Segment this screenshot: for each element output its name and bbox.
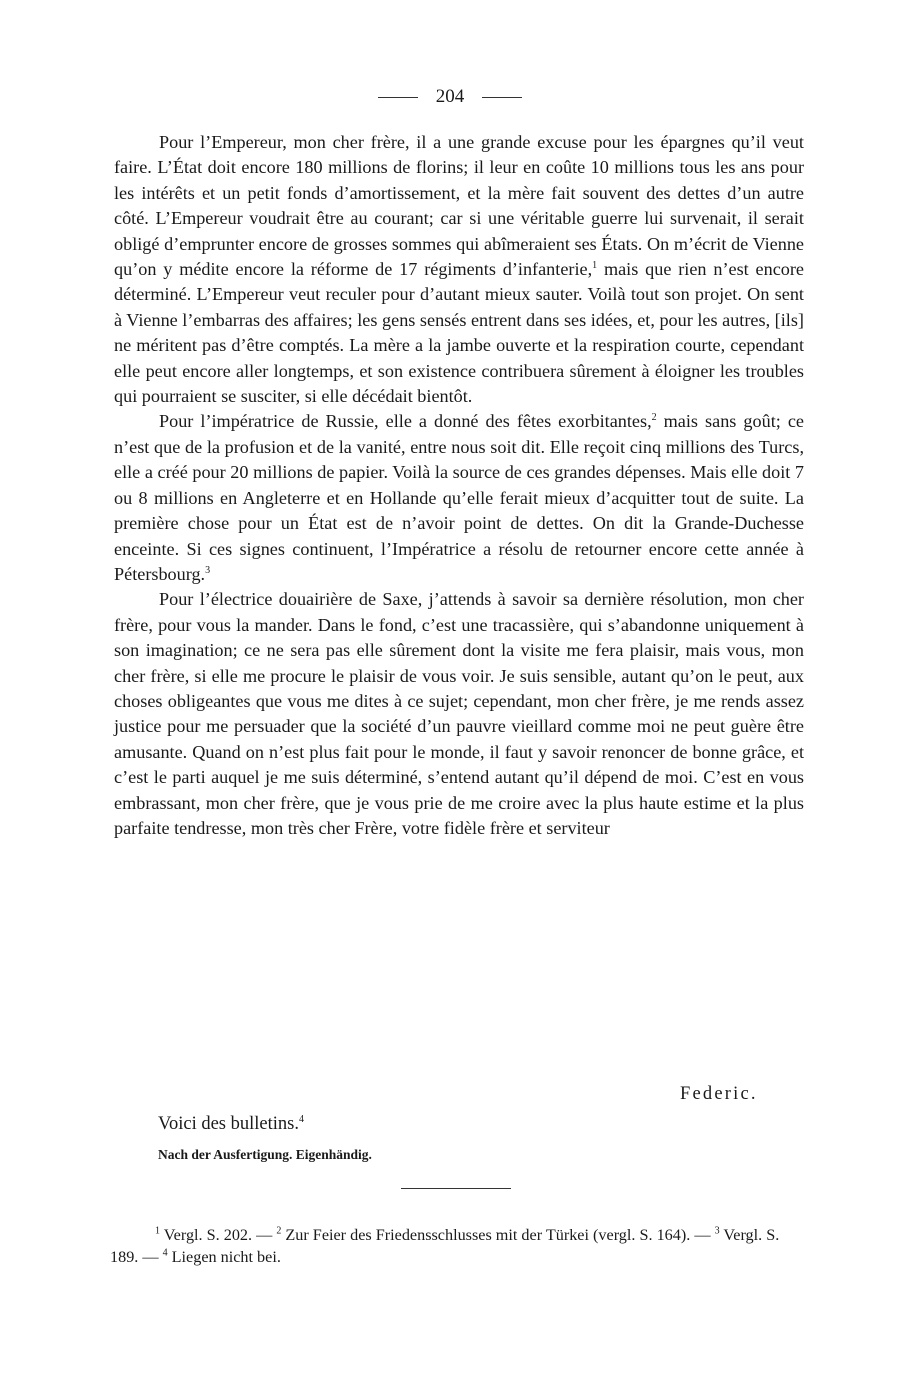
footnotes xyxy=(110,1224,804,1268)
footnote-marker: 3 xyxy=(205,564,211,576)
header-rule-left xyxy=(378,97,418,98)
postscript xyxy=(158,1114,304,1135)
signature: Federic. xyxy=(680,1084,758,1104)
page-number: 204 xyxy=(435,86,465,107)
footnote-text: Vergl. S. 202. — xyxy=(163,1226,273,1244)
paragraph xyxy=(114,587,804,841)
footnote-number: 3 xyxy=(714,1225,720,1237)
paragraph-text: mais sans goût; ce n’est que de la profusion et de la vanité, entre nous soit dit. Elle reçoit cinq millions des Turcs, elle a créé pour 20 millions de papier. Voilà la source de ces grandes dépenses. Mais elle doit 7 ou 8 millions en Angleterre et en Hollande qu’elle ferait mieux d’acquitter tout de suite. La première chose pour un État est de n’avoir point de dettes. On dit la Grande-Duchesse enceinte. Si ces signes continuent, l’Impératrice a résolu de retourner encore cette année à Pétersbourg. xyxy=(114,411,804,584)
footnote-marker: 2 xyxy=(651,412,657,424)
footnote-number: 1 xyxy=(155,1225,160,1237)
footnote-marker: 4 xyxy=(298,1113,304,1125)
paragraph-text: Pour l’électrice douairière de Saxe, j’attends à savoir sa dernière résolution, mon cher frère, pour vous la mander. Dans le fond, c’est une tracassière, qui s’abandonne uniquement à son imagination; ce ne sera pas elle sûrement dont la visite me fera plaisir, mais vous, mon cher frère, si elle me procure le plaisir de vous voir. Je suis sensible, autant qu’on le peut, aux choses obligeantes que vous me dites à ce sujet; cependant, mon cher frère, je me rends assez justice pour me persuader que la société d’un pauvre vieillard comme moi ne peut guère être amusante. Quand on n’est plus fait pour le monde, il faut y savoir renoncer de bonne grâce, et c’est le parti auquel je me suis déterminé, s’entend autant qu’il dépend de moi. C’est en vous embrassant, mon cher frère, que je vous prie de me croire avec la plus haute estime et la plus parfaite tendresse, mon très cher Frère, votre fidèle frère et serviteur xyxy=(114,589,804,838)
footnote-marker: 1 xyxy=(592,259,598,271)
paragraph-text: Pour l’impératrice de Russie, elle a donné des fêtes exorbitantes, xyxy=(159,411,652,432)
paragraph-text: mais que rien n’est encore déterminé. L’Empereur veut reculer pour d’autant mieux sauter. Voilà tout son projet. On sent à Vienne l’embarras des affaires; les gens sensés entrent dans ses idées, et, pour les autres, [ils] ne méritent pas d’être comptés. La mère a la jambe ouverte et la respiration courte, cependant elle peut encore aller longtemps, et son existence contribuera sûrement à éloigner les troubles qui pourraient se susciter, si elle décédait bientôt. xyxy=(114,259,805,407)
letter-body xyxy=(114,130,804,841)
footnote-divider xyxy=(401,1188,511,1189)
footnote-number: 2 xyxy=(276,1225,282,1237)
source-note: Nach der Ausfertigung. Eigenhändig. xyxy=(158,1147,372,1162)
postscript-text: Voici des bulletins. xyxy=(158,1114,299,1134)
footnote-text: Zur Feier des Friedensschlusses mit der Türkei (vergl. S. 164). — xyxy=(285,1226,711,1244)
footnote-number: 4 xyxy=(162,1247,168,1259)
page-header xyxy=(0,86,900,108)
footnote-text: Liegen nicht bei. xyxy=(171,1248,281,1266)
footnote-block xyxy=(110,1224,804,1268)
header-rule-right xyxy=(482,97,522,98)
footnote-text: Vergl. S. 189. — xyxy=(110,1226,780,1266)
paragraph xyxy=(114,409,804,587)
paragraph-text: Pour l’Empereur, mon cher frère, il a une grande excuse pour les épargnes qu’il veut faire. L’État doit encore 180 millions de florins; il leur en coûte 10 millions tous les ans pour les intérêts et un petit fonds d’amortissement, et la mère fait souvent des dettes d’un autre côté. L’Empereur voudrait être au courant; car si une véritable guerre lui survenait, il serait obligé d’emprunter encore de grosses sommes qui abîmeraient ses États. On m’écrit de Vienne qu’on y médite encore la réforme de 17 régiments d’infanterie, xyxy=(114,132,804,280)
paragraph xyxy=(114,130,804,409)
